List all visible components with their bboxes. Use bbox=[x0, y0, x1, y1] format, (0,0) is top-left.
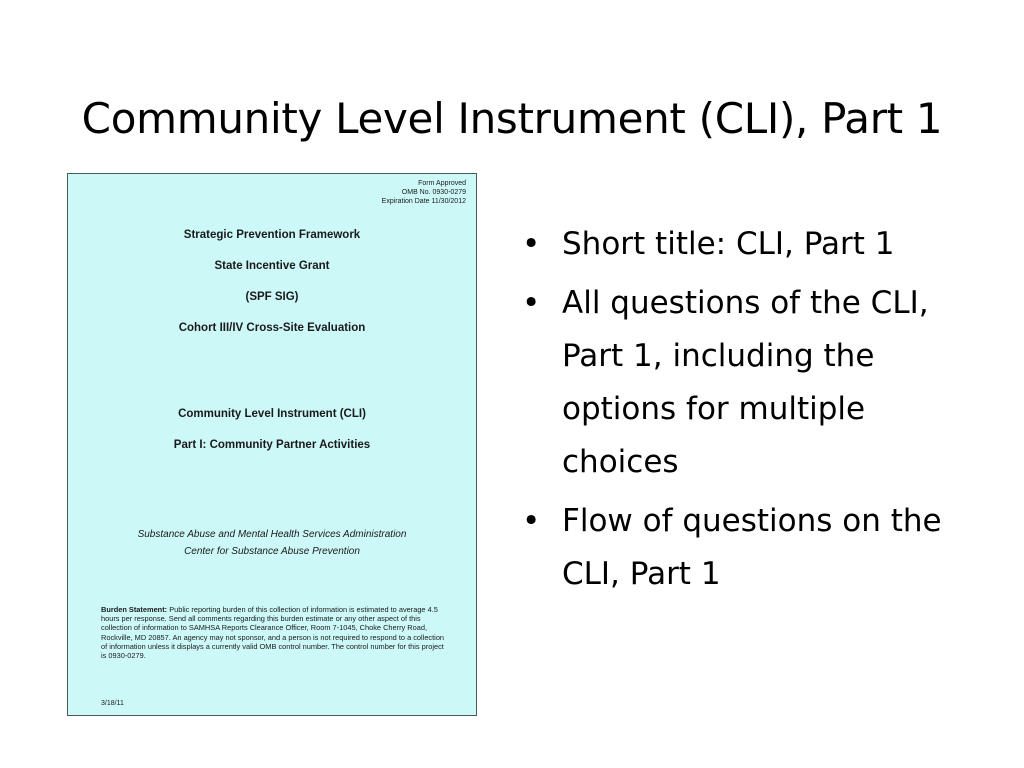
heading-line: State Incentive Grant bbox=[214, 260, 330, 272]
document-cover-image bbox=[67, 173, 477, 716]
expiration-date: Expiration Date 11/30/2012 bbox=[381, 198, 466, 205]
bullet-marker: • bbox=[522, 285, 541, 321]
burden-statement bbox=[101, 605, 451, 660]
burden-label: Burden Statement: bbox=[101, 605, 168, 614]
agency-block bbox=[68, 526, 476, 560]
heading-line: Strategic Prevention Framework bbox=[183, 229, 361, 241]
burden-text: Public reporting burden of this collection of information is estimated to average 4.5 hours per response. Send all comments regarding this burden estimate or any other aspect of this collection of information to SAMHSA Reports Clearance Officer, Room 7-1045, Choke Cherry Road, Rockville, MD 20857. An agency may not sponsor, and a person is not required to respond to a collection of information unless it displays a currently valid OMB control number. The control number for this project is 0930-0279. bbox=[101, 605, 445, 661]
agency-line: Substance Abuse and Mental Health Services Administration bbox=[137, 529, 407, 540]
approval-line: Form Approved bbox=[418, 180, 466, 187]
bullet-item bbox=[520, 277, 990, 489]
bullet-item bbox=[520, 218, 990, 271]
slide-title: Community Level Instrument (CLI), Part 1 bbox=[81, 94, 943, 143]
bullet-item bbox=[520, 495, 990, 601]
bullet-list bbox=[520, 218, 990, 607]
bullet-marker: • bbox=[522, 503, 541, 539]
bullet-text: All questions of the CLI, Part 1, including the options for multiple choices bbox=[562, 285, 929, 480]
heading-line: Cohort III/IV Cross-Site Evaluation bbox=[178, 322, 366, 334]
heading-line: Part I: Community Partner Activities bbox=[173, 439, 371, 451]
heading-line: (SPF SIG) bbox=[245, 291, 299, 303]
omb-number: OMB No. 0930-0279 bbox=[401, 189, 466, 196]
program-heading bbox=[68, 220, 476, 344]
bullet-text: Flow of questions on the CLI, Part 1 bbox=[562, 503, 942, 592]
instrument-heading bbox=[68, 399, 476, 461]
document-date: 3/18/11 bbox=[101, 700, 124, 707]
bullet-text: Short title: CLI, Part 1 bbox=[562, 226, 895, 262]
bullet-marker: • bbox=[522, 226, 541, 262]
agency-line: Center for Substance Abuse Prevention bbox=[184, 546, 360, 557]
heading-line: Community Level Instrument (CLI) bbox=[178, 408, 366, 420]
omb-approval-block bbox=[382, 179, 466, 206]
